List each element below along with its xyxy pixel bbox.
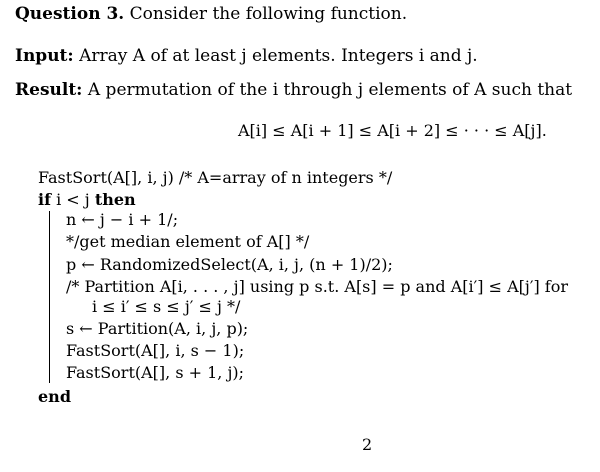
algorithm-line-recursive-right: FastSort(A[], s + 1, j); xyxy=(66,363,245,382)
question-heading xyxy=(15,4,407,24)
algorithm-line-partition-call: s ← Partition(A, i, j, p); xyxy=(66,319,249,338)
input-text: Array A of at least j elements. Integers i and j. xyxy=(79,46,478,66)
result-description xyxy=(15,80,572,100)
then-keyword: then xyxy=(94,190,136,209)
algorithm-line-compute-n: n ← j − i + 1/; xyxy=(66,210,179,229)
algorithm-line-median-comment: */get median element of A[] */ xyxy=(66,232,310,251)
algorithm-if-line xyxy=(38,190,136,210)
sorted-condition-formula: A[i] ≤ A[i + 1] ≤ A[i + 2] ≤ · · · ≤ A[j]. xyxy=(238,121,547,140)
question-text: Consider the following function. xyxy=(129,4,408,24)
question-label: Question 3. xyxy=(15,4,125,24)
input-description xyxy=(15,46,478,66)
algorithm-header: FastSort(A[], i, j) /* A=array of n integers */ xyxy=(38,168,393,187)
if-condition: i < j xyxy=(56,190,90,209)
page-number: 2 xyxy=(362,435,373,454)
result-label: Result: xyxy=(15,80,83,100)
if-keyword: if xyxy=(38,190,51,209)
result-text: A permutation of the i through j elements of A such that xyxy=(87,80,573,100)
input-label: Input: xyxy=(15,46,74,66)
algorithm-line-randomized-select: p ← RandomizedSelect(A, i, j, (n + 1)/2); xyxy=(66,255,393,274)
algorithm-line-partition-comment: /* Partition A[i, . . . , j] using p s.t. A[s] = p and A[i′] ≤ A[j′] for xyxy=(66,277,568,296)
algorithm-line-recursive-left: FastSort(A[], i, s − 1); xyxy=(66,341,245,360)
algorithm-line-partition-comment-cont: i ≤ i′ ≤ s ≤ j′ ≤ j */ xyxy=(92,297,241,316)
block-indent-bar xyxy=(49,211,50,383)
end-keyword: end xyxy=(38,387,71,406)
